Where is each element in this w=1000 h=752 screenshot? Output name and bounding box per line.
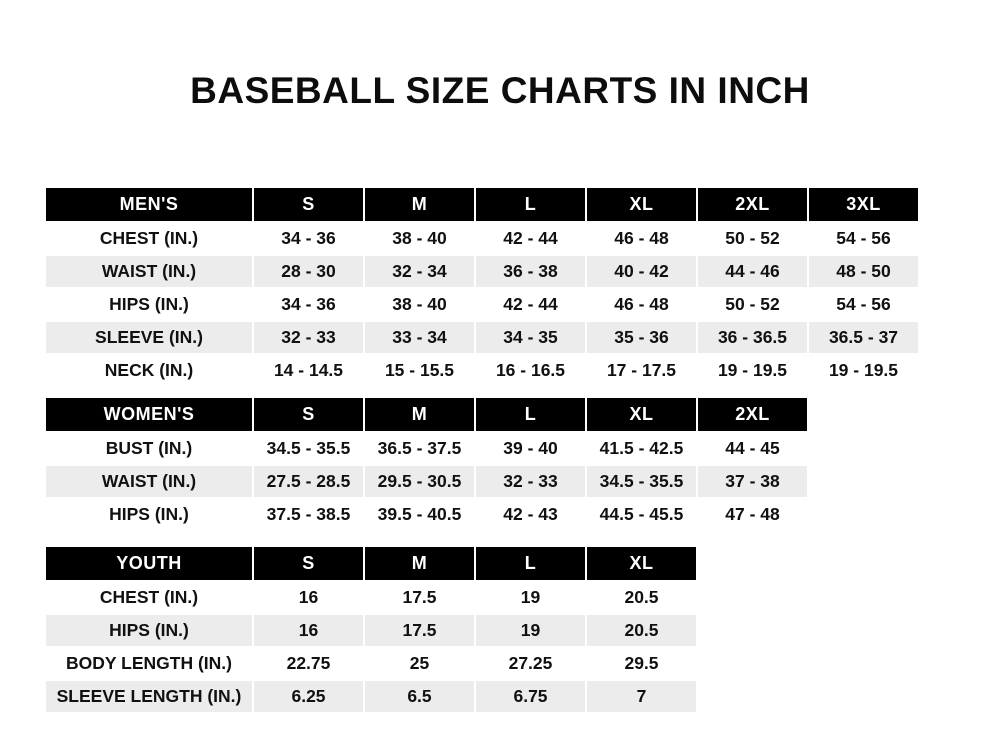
table-cell: 19 - 19.5 bbox=[808, 354, 919, 387]
table-cell: 48 - 50 bbox=[808, 255, 919, 288]
table-cell: 19 bbox=[475, 614, 586, 647]
womens-size-table bbox=[44, 396, 809, 532]
table-cell: 16 - 16.5 bbox=[475, 354, 586, 387]
table-cell: 38 - 40 bbox=[364, 222, 475, 255]
table-cell: 20.5 bbox=[586, 614, 697, 647]
table-header-row bbox=[45, 546, 697, 581]
table-cell: 36 - 36.5 bbox=[697, 321, 808, 354]
table-cell: 34 - 36 bbox=[253, 222, 364, 255]
table-cell: 33 - 34 bbox=[364, 321, 475, 354]
row-label: HIPS (IN.) bbox=[45, 614, 253, 647]
table-cell: 42 - 44 bbox=[475, 288, 586, 321]
table-row bbox=[45, 614, 697, 647]
table-header-row bbox=[45, 397, 808, 432]
table-cell: 37 - 38 bbox=[697, 465, 808, 498]
youth-table-head bbox=[45, 546, 697, 581]
womens-table-body bbox=[45, 432, 808, 531]
row-label: CHEST (IN.) bbox=[45, 581, 253, 614]
row-label: NECK (IN.) bbox=[45, 354, 253, 387]
table-row bbox=[45, 222, 919, 255]
row-label: HIPS (IN.) bbox=[45, 288, 253, 321]
youth-header-3: L bbox=[475, 546, 586, 581]
table-row bbox=[45, 288, 919, 321]
womens-header-2: M bbox=[364, 397, 475, 432]
youth-header-1: S bbox=[253, 546, 364, 581]
table-row bbox=[45, 647, 697, 680]
table-cell: 44 - 46 bbox=[697, 255, 808, 288]
womens-header-4: XL bbox=[586, 397, 697, 432]
table-cell: 19 - 19.5 bbox=[697, 354, 808, 387]
table-cell: 37.5 - 38.5 bbox=[253, 498, 364, 531]
table-cell: 39 - 40 bbox=[475, 432, 586, 465]
row-label: WAIST (IN.) bbox=[45, 255, 253, 288]
table-cell: 42 - 44 bbox=[475, 222, 586, 255]
table-cell: 6.5 bbox=[364, 680, 475, 713]
row-label: CHEST (IN.) bbox=[45, 222, 253, 255]
mens-header-1: S bbox=[253, 187, 364, 222]
table-cell: 41.5 - 42.5 bbox=[586, 432, 697, 465]
mens-header-5: 2XL bbox=[697, 187, 808, 222]
table-cell: 50 - 52 bbox=[697, 288, 808, 321]
womens-header-3: L bbox=[475, 397, 586, 432]
table-cell: 47 - 48 bbox=[697, 498, 808, 531]
table-cell: 25 bbox=[364, 647, 475, 680]
table-row bbox=[45, 255, 919, 288]
table-cell: 34.5 - 35.5 bbox=[586, 465, 697, 498]
mens-size-table bbox=[44, 186, 920, 388]
table-cell: 38 - 40 bbox=[364, 288, 475, 321]
table-cell: 19 bbox=[475, 581, 586, 614]
mens-table-head bbox=[45, 187, 919, 222]
row-label: BODY LENGTH (IN.) bbox=[45, 647, 253, 680]
table-cell: 36 - 38 bbox=[475, 255, 586, 288]
table-cell: 44 - 45 bbox=[697, 432, 808, 465]
table-cell: 27.25 bbox=[475, 647, 586, 680]
table-cell: 17.5 bbox=[364, 614, 475, 647]
table-cell: 29.5 bbox=[586, 647, 697, 680]
womens-table-head bbox=[45, 397, 808, 432]
table-cell: 34.5 - 35.5 bbox=[253, 432, 364, 465]
table-cell: 54 - 56 bbox=[808, 222, 919, 255]
table-cell: 6.25 bbox=[253, 680, 364, 713]
table-cell: 39.5 - 40.5 bbox=[364, 498, 475, 531]
table-cell: 14 - 14.5 bbox=[253, 354, 364, 387]
table-cell: 46 - 48 bbox=[586, 222, 697, 255]
youth-header-4: XL bbox=[586, 546, 697, 581]
table-cell: 7 bbox=[586, 680, 697, 713]
table-cell: 20.5 bbox=[586, 581, 697, 614]
table-header-row bbox=[45, 187, 919, 222]
table-cell: 28 - 30 bbox=[253, 255, 364, 288]
table-cell: 16 bbox=[253, 614, 364, 647]
youth-header-0: YOUTH bbox=[45, 546, 253, 581]
table-cell: 34 - 36 bbox=[253, 288, 364, 321]
row-label: HIPS (IN.) bbox=[45, 498, 253, 531]
table-cell: 32 - 33 bbox=[475, 465, 586, 498]
row-label: WAIST (IN.) bbox=[45, 465, 253, 498]
table-cell: 29.5 - 30.5 bbox=[364, 465, 475, 498]
table-cell: 32 - 33 bbox=[253, 321, 364, 354]
youth-table-body bbox=[45, 581, 697, 713]
mens-header-6: 3XL bbox=[808, 187, 919, 222]
womens-header-5: 2XL bbox=[697, 397, 808, 432]
table-cell: 42 - 43 bbox=[475, 498, 586, 531]
table-row bbox=[45, 498, 808, 531]
table-row bbox=[45, 581, 697, 614]
table-cell: 27.5 - 28.5 bbox=[253, 465, 364, 498]
table-cell: 15 - 15.5 bbox=[364, 354, 475, 387]
table-cell: 54 - 56 bbox=[808, 288, 919, 321]
row-label: SLEEVE (IN.) bbox=[45, 321, 253, 354]
table-cell: 36.5 - 37.5 bbox=[364, 432, 475, 465]
table-cell: 34 - 35 bbox=[475, 321, 586, 354]
table-cell: 40 - 42 bbox=[586, 255, 697, 288]
row-label: BUST (IN.) bbox=[45, 432, 253, 465]
womens-header-0: WOMEN'S bbox=[45, 397, 253, 432]
table-row bbox=[45, 432, 808, 465]
womens-header-1: S bbox=[253, 397, 364, 432]
table-row bbox=[45, 321, 919, 354]
mens-header-4: XL bbox=[586, 187, 697, 222]
table-cell: 44.5 - 45.5 bbox=[586, 498, 697, 531]
table-cell: 46 - 48 bbox=[586, 288, 697, 321]
table-row bbox=[45, 354, 919, 387]
table-cell: 16 bbox=[253, 581, 364, 614]
mens-header-0: MEN'S bbox=[45, 187, 253, 222]
table-cell: 35 - 36 bbox=[586, 321, 697, 354]
youth-header-2: M bbox=[364, 546, 475, 581]
table-cell: 22.75 bbox=[253, 647, 364, 680]
page-title: BASEBALL SIZE CHARTS IN INCH bbox=[190, 70, 810, 111]
row-label: SLEEVE LENGTH (IN.) bbox=[45, 680, 253, 713]
table-cell: 50 - 52 bbox=[697, 222, 808, 255]
table-row bbox=[45, 680, 697, 713]
mens-header-2: M bbox=[364, 187, 475, 222]
table-cell: 17.5 bbox=[364, 581, 475, 614]
youth-size-table bbox=[44, 545, 698, 714]
table-cell: 36.5 - 37 bbox=[808, 321, 919, 354]
table-cell: 17 - 17.5 bbox=[586, 354, 697, 387]
mens-header-3: L bbox=[475, 187, 586, 222]
table-cell: 32 - 34 bbox=[364, 255, 475, 288]
mens-table-body bbox=[45, 222, 919, 387]
table-row bbox=[45, 465, 808, 498]
table-cell: 6.75 bbox=[475, 680, 586, 713]
